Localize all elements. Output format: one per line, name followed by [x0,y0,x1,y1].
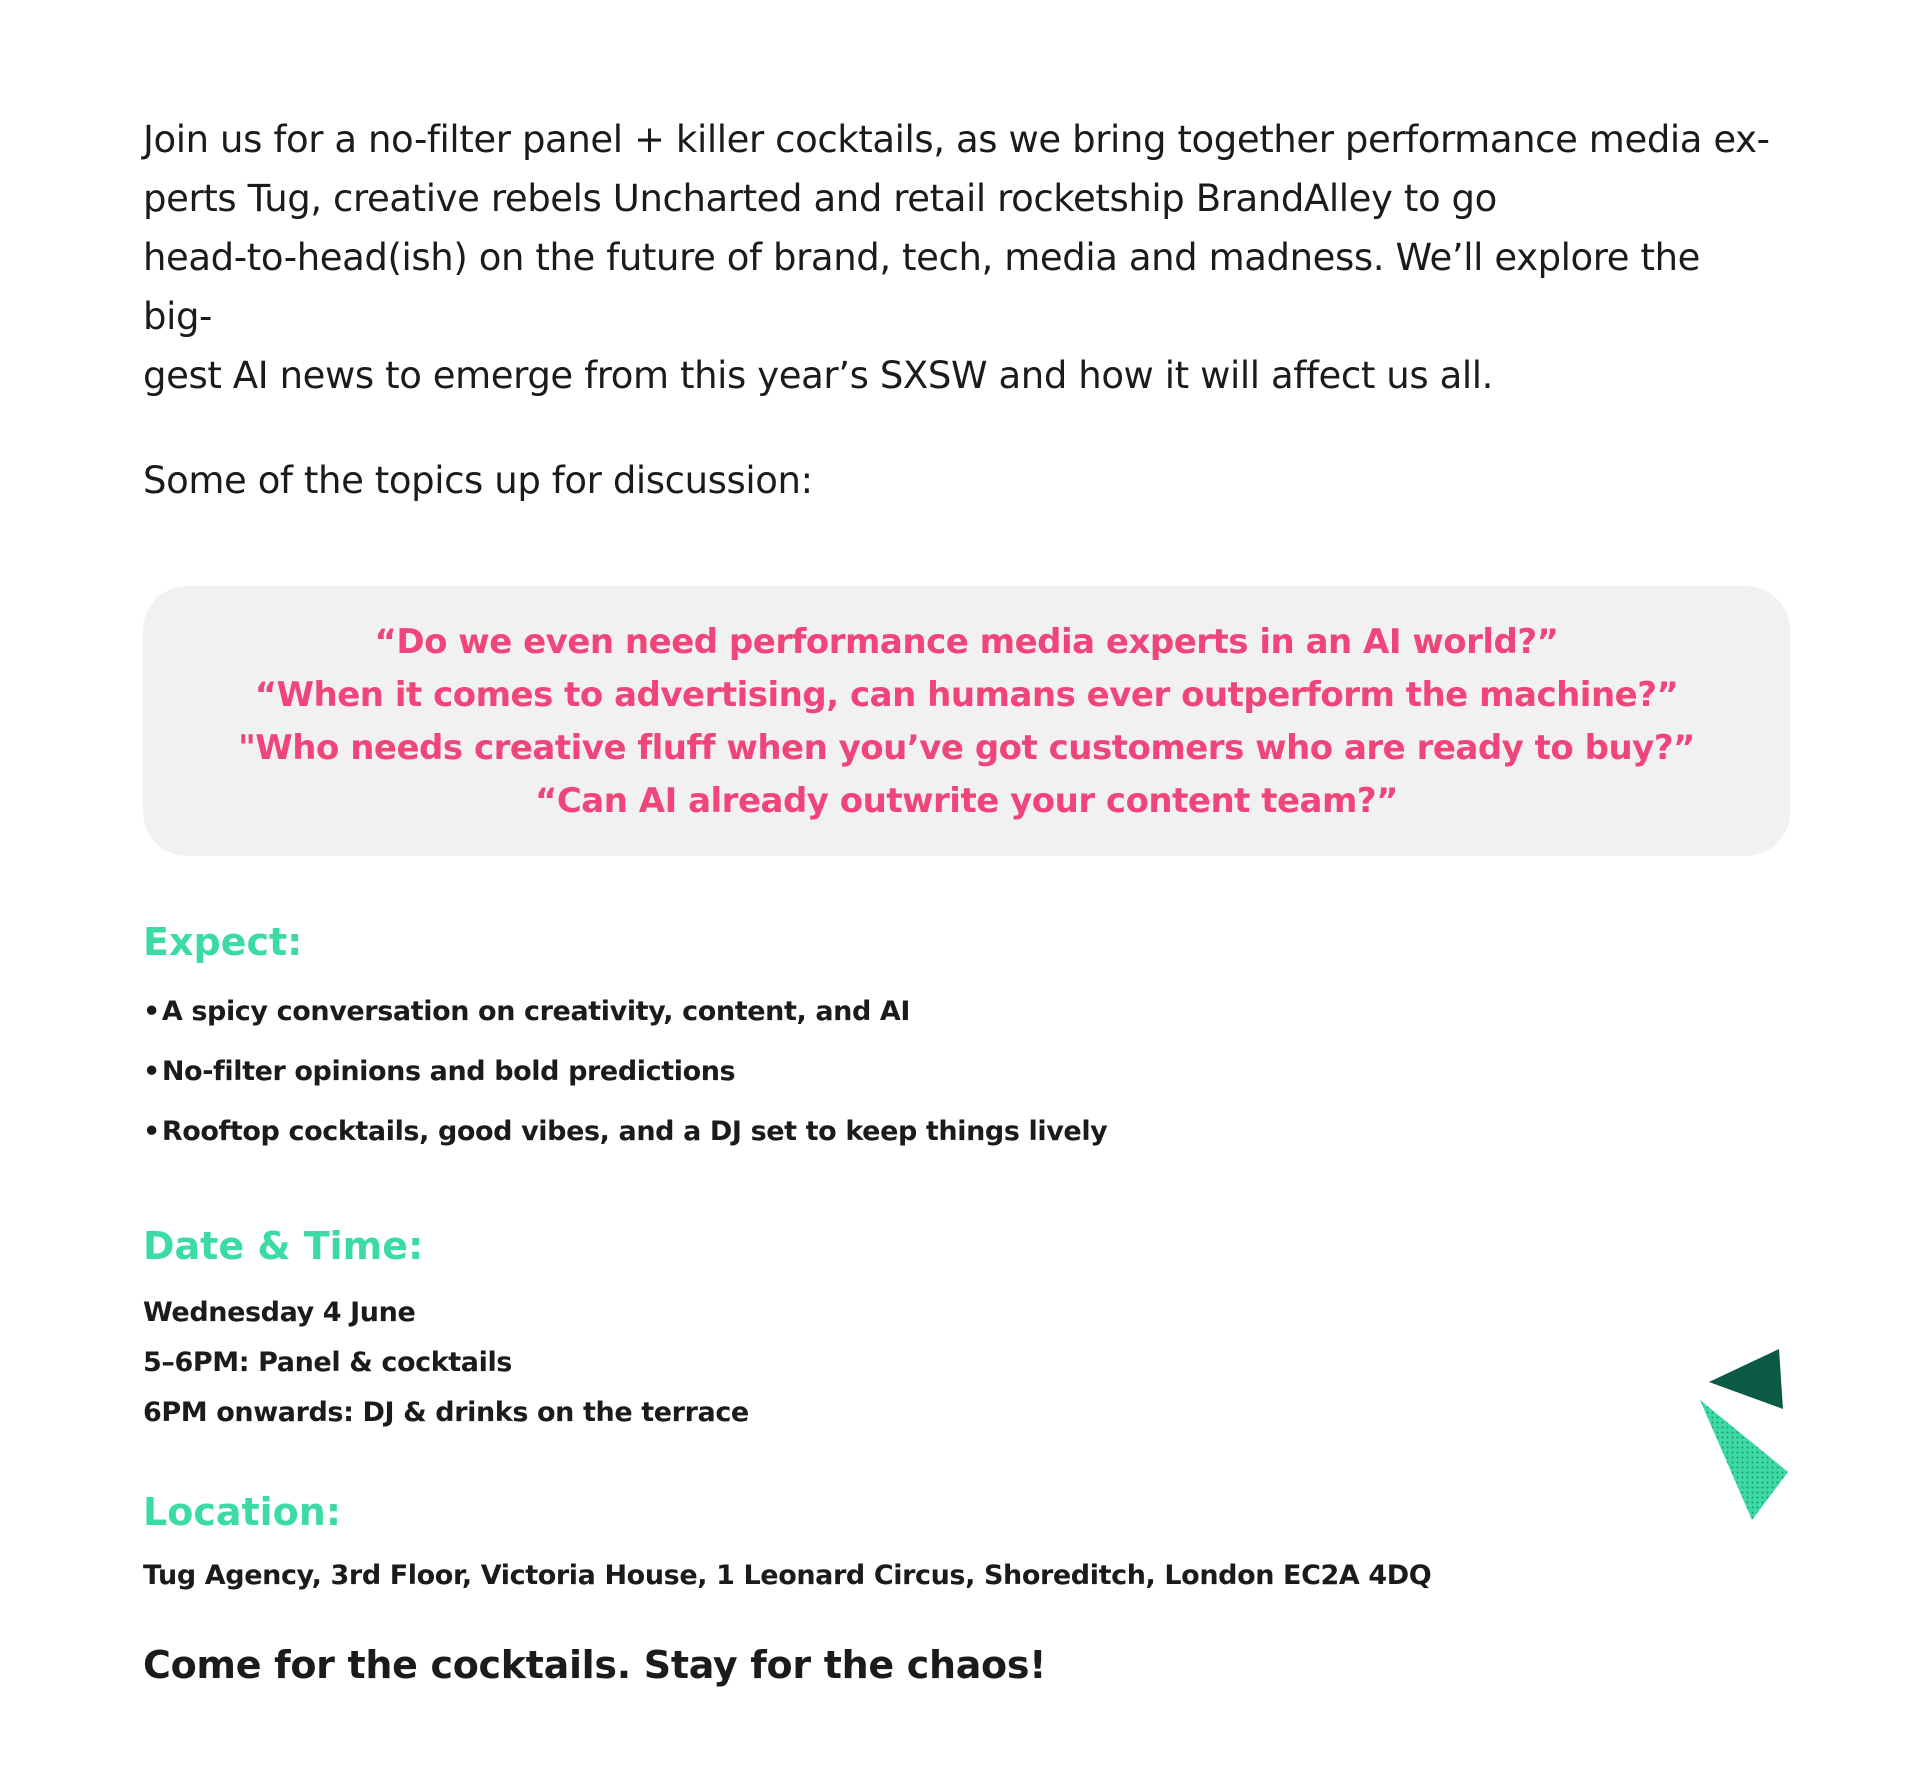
topic-quote: “When it comes to advertising, can humans ever outperform the machine?” [254,675,1679,715]
time-line: 6PM onwards: DJ & drinks on the terrace [143,1397,749,1428]
intro-line-4: gest AI news to emerge from this year’s SXSW and how it will affect us all. [143,354,1493,397]
bullet-icon: • [143,1116,160,1147]
intro-line-1: Join us for a no-filter panel + killer cocktails, as we bring together performance media ex- [143,118,1770,161]
list-item [143,1102,1783,1162]
dark-triangle-shape [1709,1349,1783,1409]
bullet-icon: • [143,1056,160,1087]
topics-lead: Some of the topics up for discussion: [143,459,813,502]
time-line: 5–6PM: Panel & cocktails [143,1347,512,1378]
list-item-text: A spicy conversation on creativity, content, and AI [161,996,911,1027]
list-item-text: Rooftop cocktails, good vibes, and a DJ set to keep things lively [161,1116,1108,1147]
topic-quote: “Can AI already outwrite your content team?” [535,781,1398,821]
expect-heading: Expect: [143,920,303,964]
tagline: Come for the cocktails. Stay for the chaos! [143,1643,1047,1687]
location-heading: Location: [143,1490,342,1534]
expect-list [143,982,1783,1162]
date-time-details [143,1288,1783,1438]
intro-paragraph [143,110,1773,405]
list-item-text: No-filter opinions and bold predictions [161,1056,736,1087]
topic-quote: "Who needs creative fluff when you’ve got customers who are ready to buy?” [238,728,1695,768]
dotted-triangle-shape [1700,1400,1788,1520]
location-address: Tug Agency, 3rd Floor, Victoria House, 1 Leonard Circus, Shoreditch, London EC2A 4DQ [143,1560,1432,1591]
intro-line-2: perts Tug, creative rebels Uncharted and retail rocketship BrandAlley to go [143,177,1497,220]
discussion-topics-box [143,586,1790,856]
bullet-icon: • [143,996,160,1027]
list-item [143,982,1783,1042]
topic-quote: “Do we even need performance media experts in an AI world?” [374,622,1559,662]
triangle-shapes-icon [1700,1335,1840,1525]
intro-line-3: head-to-head(ish) on the future of brand, tech, media and madness. We’ll explore the big- [143,236,1701,338]
date-line: Wednesday 4 June [143,1297,416,1328]
event-description [143,110,1783,1692]
date-time-heading: Date & Time: [143,1224,424,1268]
list-item [143,1042,1783,1102]
